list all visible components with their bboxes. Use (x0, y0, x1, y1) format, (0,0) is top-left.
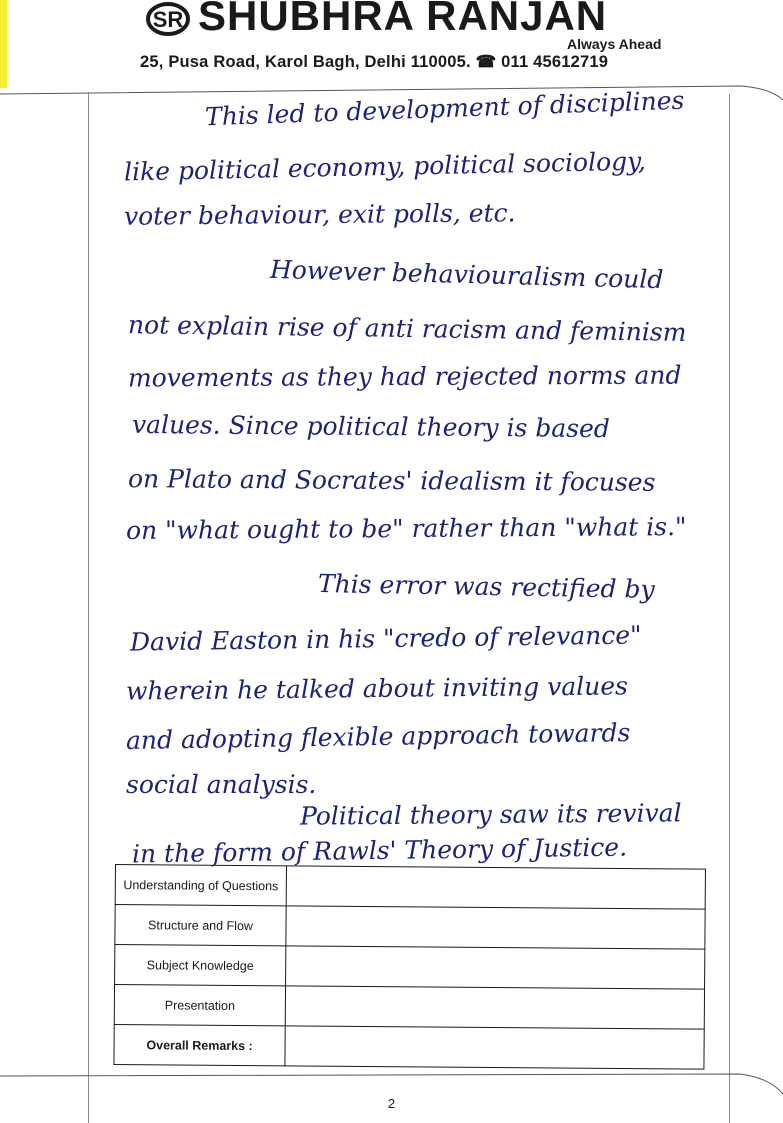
hw-line: values. Since political theory is based (131, 409, 610, 444)
address-line: 25, Pusa Road, Karol Bagh, Delhi 110005. ☎ 011 45612719 (140, 53, 609, 71)
hw-line: This led to development of disciplines (204, 85, 685, 132)
hw-line: This error was rectified by (317, 569, 655, 604)
hw-line: like political economy, political sociology, (123, 146, 647, 187)
hw-line: voter behaviour, exit polls, etc. (123, 198, 516, 231)
page-number: 2 (387, 1096, 396, 1111)
sr-logo-icon (146, 2, 190, 36)
rubric-criterion: Understanding of Questions (115, 865, 286, 906)
rubric-value (285, 1026, 704, 1069)
rubric-row (115, 865, 705, 910)
hw-line: wherein he talked about inviting values (125, 671, 629, 706)
rubric-criterion: Subject Knowledge (115, 945, 286, 986)
hw-line: social analysis. (126, 770, 317, 799)
hw-line: Political theory saw its revival (299, 798, 682, 831)
rubric-criterion: Overall Remarks : (114, 1024, 285, 1065)
bottom-rule (0, 1072, 783, 1096)
hw-line: on "what ought to be" rather than "what is." (125, 512, 687, 545)
logo-letters: SR (152, 7, 184, 32)
rubric-value (285, 986, 704, 1029)
yellow-page-edge (0, 0, 7, 88)
hw-line: movements as they had rejected norms and (127, 360, 682, 393)
hw-line: not explain rise of anti racism and feminism (127, 310, 687, 347)
hw-line: David Easton in his "credo of relevance" (129, 620, 642, 657)
rubric-row (114, 1024, 704, 1069)
brand-name: SHUBHRA RANJAN (198, 0, 608, 39)
rubric-criterion: Presentation (114, 985, 285, 1026)
rubric-row (114, 985, 704, 1030)
hw-line: on Plato and Socrates' idealism it focuses (127, 464, 656, 497)
rubric-row (115, 905, 705, 950)
hw-line: in the form of Rawls' Theory of Justice. (131, 832, 628, 869)
tagline: Always Ahead (567, 36, 662, 52)
rubric-value (286, 906, 705, 949)
rubric-row (115, 945, 705, 990)
rubric-criterion: Structure and Flow (115, 905, 286, 946)
hw-line: However behaviouralism could (269, 254, 664, 295)
hw-line: and adopting flexible approach towards (125, 718, 631, 755)
left-margin-line (88, 92, 89, 1123)
evaluation-rubric-table (113, 864, 706, 1070)
rubric-value (286, 866, 705, 909)
right-margin-line (729, 94, 730, 1123)
rubric-value (286, 946, 705, 989)
